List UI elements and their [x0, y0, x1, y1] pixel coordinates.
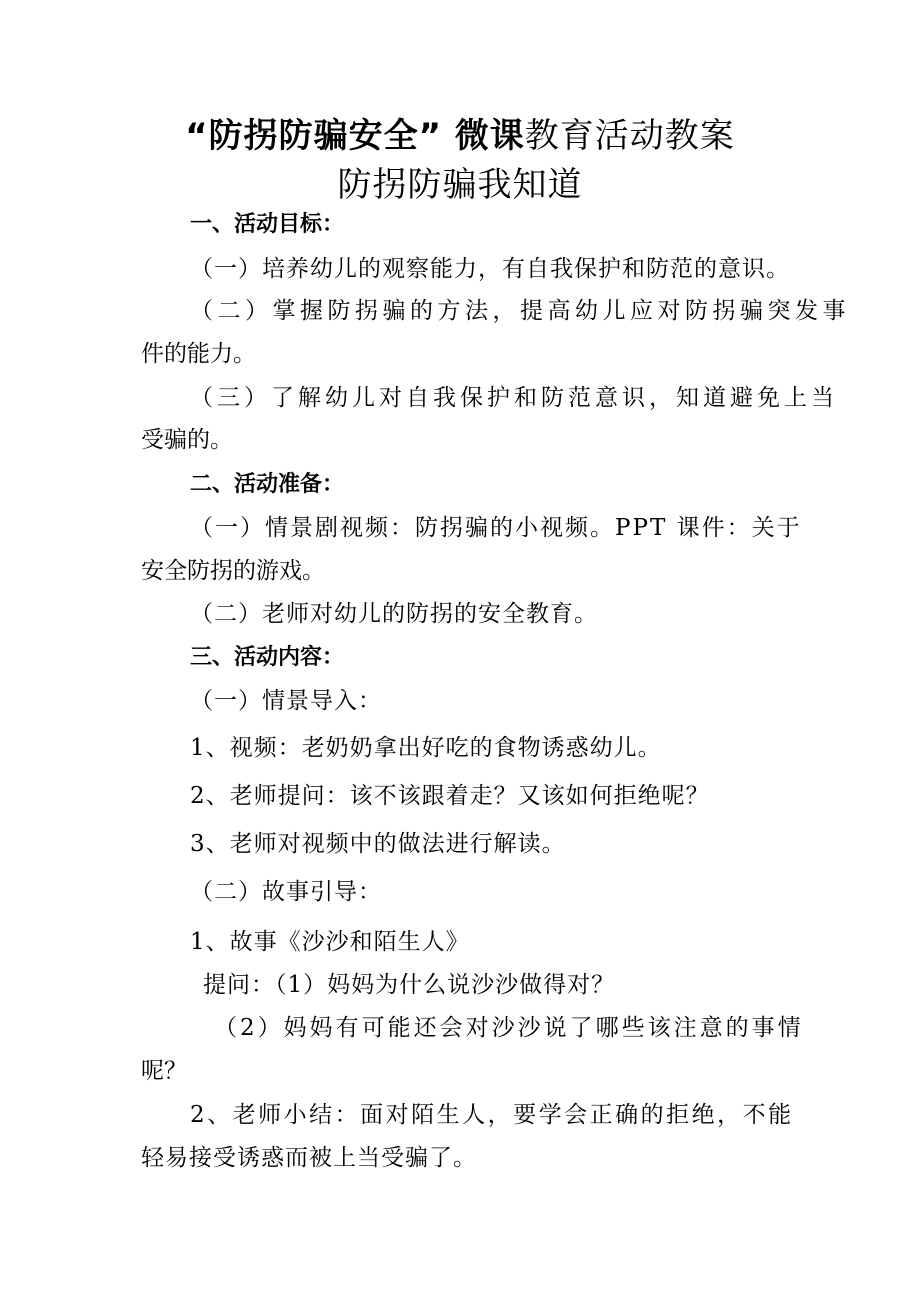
paragraph-line: 2、老师提问：该不该跟着走？又该如何拒绝呢？ [190, 783, 710, 809]
paragraph-line: （二）掌握防拐骗的方法，提高幼儿应对防拐骗突发事 [190, 298, 850, 324]
paragraph-line: 1、视频：老奶奶拿出好吃的食物诱惑幼儿。 [190, 735, 662, 761]
paragraph-line: （2）妈妈有可能还会对沙沙说了哪些该注意的事情 [214, 1015, 804, 1041]
paragraph-line: （一）培养幼儿的观察能力，有自我保护和防范的意识。 [190, 256, 790, 282]
paragraph-line: 安全防拐的游戏。 [141, 558, 325, 584]
paragraph-line: （一）情景剧视频：防拐骗的小视频。PPT 课件：关于 [190, 515, 802, 541]
paragraph-line: （二）老师对幼儿的防拐的安全教育。 [190, 601, 598, 627]
paragraph-line: 轻易接受诱惑而被上当受骗了。 [141, 1145, 477, 1171]
section-heading-content: 三、活动内容： [190, 645, 345, 670]
title-bold-part: “防拐防骗安全” 微课 [185, 116, 525, 156]
paragraph-line: 1、故事《沙沙和陌生人》 [190, 929, 470, 955]
section-heading-goals: 一、活动目标： [190, 212, 345, 237]
paragraph-line: 受骗的。 [141, 427, 233, 453]
paragraph-line: （一）情景导入： [190, 688, 382, 714]
title-normal-part: 教育活动教案 [524, 116, 735, 156]
document-subtitle: 防拐防骗我知道 [337, 165, 583, 205]
paragraph-line: （二）故事引导： [190, 879, 382, 905]
paragraph-line: 呢？ [141, 1058, 187, 1084]
paragraph-line: 2、老师小结：面对陌生人，要学会正确的拒绝，不能 [190, 1102, 794, 1128]
paragraph-line: 3、老师对视频中的做法进行解读。 [190, 831, 566, 857]
paragraph-line: （三）了解幼儿对自我保护和防范意识，知道避免上当 [190, 385, 838, 411]
paragraph-line: 提问：（1）妈妈为什么说沙沙做得对？ [203, 972, 616, 998]
section-heading-preparation: 二、活动准备： [190, 472, 345, 497]
paragraph-line: 件的能力。 [141, 341, 256, 367]
document-title [0, 108, 920, 157]
